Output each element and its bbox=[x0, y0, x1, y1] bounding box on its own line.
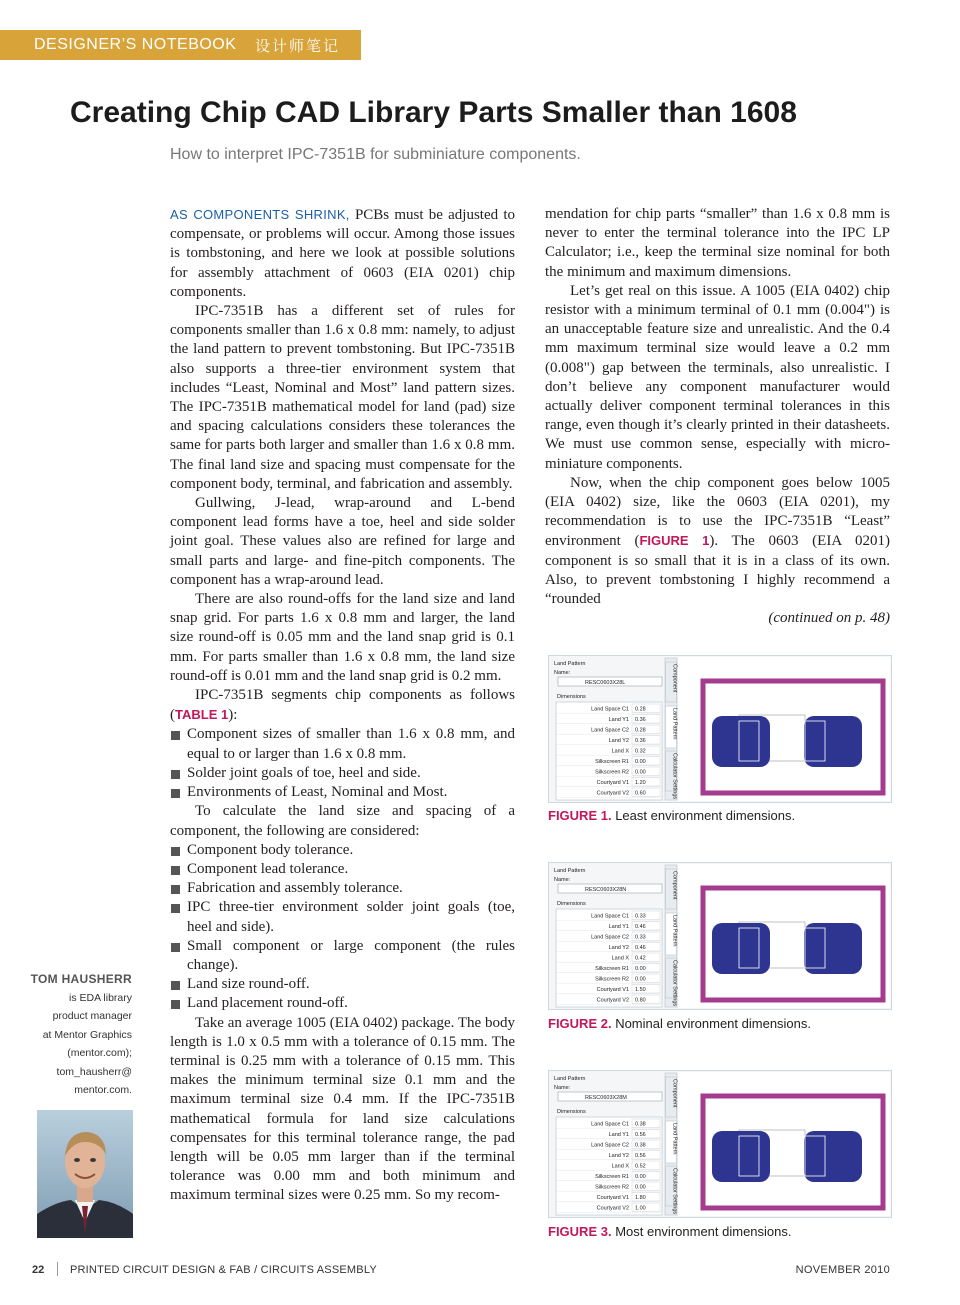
paragraph: IPC-7351B has a different set of rules for components smaller than 1.6 x 0.8 mm: namely, to adjust the land pattern to prevent tombstoning. But IPC-7351B also supports a three-tier environment system that includes “Least, Nominal and Most” land pattern sizes. The IPC-7351B mathematical model for land (pad) size and spacing calculations considers these tolerances the same for parts both larger and smaller than 1.6 x 0.8 mm. The final land size and spacing must compensate for the component body, terminal, and fabrication and assembly. bbox=[170, 303, 515, 492]
dimension-value: 0.46 bbox=[635, 924, 646, 930]
tab-label: Calculator Settings bbox=[671, 753, 678, 800]
dimension-label: Silkscreen R1 bbox=[595, 759, 629, 765]
land-pattern-panel bbox=[549, 863, 891, 1009]
dimension-value: 0.42 bbox=[635, 955, 646, 962]
land-pad bbox=[804, 1131, 862, 1182]
land-pattern-panel bbox=[549, 1071, 891, 1217]
table-reference-link[interactable]: TABLE 1 bbox=[175, 707, 229, 723]
land-pattern-panel bbox=[549, 656, 891, 802]
tab-label: Component bbox=[671, 1079, 678, 1108]
panel-title: Land Pattern bbox=[554, 1076, 586, 1082]
dimension-value: 0.52 bbox=[635, 1163, 646, 1170]
paragraph: Take an average 1005 (EIA 0402) package. The body length is 1.0 x 0.5 mm with a tolerance of 0.15 mm. The terminal is 0.25 mm with a tolerance of 0.15 mm. This makes the minimum terminal size 0.1 mm and the maximum terminal size 0.4 mm. If the IPC-7351B mathematical formula for land size calculations compensates for this terminal tolerance range, the pad length will be 0.05 mm larger than if the terminal tolerance was 0.00 mm and both minimum and maximum terminal sizes were 0.25 mm. So my recom- bbox=[170, 1014, 515, 1204]
dimensions-label: Dimensions bbox=[557, 694, 586, 700]
dimension-label: Courtyard V1 bbox=[596, 780, 629, 786]
paragraph: Let’s get real on this issue. A 1005 (EIA 0402) chip resistor with a minimum terminal of 0.1 mm (0.004") is an unacceptable feature size and unrealistic. And the 0.4 mm maximum terminal size would leave a 0.2 mm (0.008") gap between the terminals, also unrealistic. I don’t believe any component manufacturer would actually deliver component terminal tolerances in this range, even though it’s clearly printed in their datasheets. We must use common sense, especially with micro-miniature components. bbox=[545, 282, 890, 472]
figure-1-screenshot bbox=[548, 655, 892, 803]
list-item: Land placement round-off. bbox=[170, 994, 515, 1013]
dimension-value: 0.28 bbox=[635, 706, 646, 713]
dimension-value: 0.00 bbox=[635, 966, 646, 972]
tab-label: Land Pattern bbox=[671, 1123, 678, 1155]
paragraph: mendation for chip parts “smaller” than 1.6 x 0.8 mm is never to enter the terminal tolerance into the IPC LP Calculator; i.e., keep the terminal size nominal for both the minimum and maximum dimensions. bbox=[545, 206, 890, 280]
dimension-label: Land Space C2 bbox=[591, 934, 629, 941]
dimension-label: Land X bbox=[611, 748, 629, 755]
dimension-value: 0.32 bbox=[635, 748, 646, 755]
bio-line: is EDA library bbox=[68, 991, 132, 1004]
figure-reference-link[interactable]: FIGURE 1 bbox=[639, 533, 710, 549]
tab-label: Calculator Settings bbox=[671, 960, 678, 1007]
figure-3-screenshot bbox=[548, 1070, 892, 1218]
name-label: Name: bbox=[554, 1085, 571, 1091]
dimension-value: 1.80 bbox=[635, 1195, 646, 1201]
page-number: 22 bbox=[32, 1264, 45, 1276]
dimension-label: Courtyard V1 bbox=[596, 1195, 629, 1201]
land-pad bbox=[712, 1131, 770, 1182]
dimension-value: 0.00 bbox=[635, 1184, 646, 1191]
name-value: RESC0603X28N bbox=[585, 887, 627, 893]
panel-title: Land Pattern bbox=[554, 661, 586, 667]
dimension-value: 0.36 bbox=[635, 738, 646, 744]
dimension-value: 0.80 bbox=[635, 997, 646, 1004]
dimension-value: 0.28 bbox=[635, 727, 646, 734]
list-item: Land size round-off. bbox=[170, 975, 515, 994]
dimension-label: Land Y1 bbox=[608, 924, 629, 930]
dimension-value: 0.56 bbox=[635, 1132, 646, 1138]
dimension-value: 0.56 bbox=[635, 1153, 646, 1159]
page-title: Creating Chip CAD Library Parts Smaller than 1608 bbox=[70, 96, 797, 129]
dimension-value: 1.50 bbox=[635, 987, 646, 993]
dimension-label: Land X bbox=[611, 1163, 629, 1170]
list-item: Small component or large component (the rules change). bbox=[170, 937, 515, 975]
list-item: Environments of Least, Nominal and Most. bbox=[170, 783, 515, 802]
list-item: Component lead tolerance. bbox=[170, 860, 515, 879]
land-pad bbox=[804, 923, 862, 974]
dimension-value: 0.33 bbox=[635, 913, 646, 920]
dimension-label: Land X bbox=[611, 955, 629, 962]
dimension-label: Land Y2 bbox=[608, 1153, 629, 1159]
paragraph: To calculate the land size and spacing of a component, the following are considered: bbox=[170, 803, 515, 839]
name-label: Name: bbox=[554, 670, 571, 676]
name-label: Name: bbox=[554, 877, 571, 883]
author-photo bbox=[37, 1110, 133, 1238]
bio-line: at Mentor Graphics bbox=[42, 1028, 132, 1041]
dimension-value: 0.60 bbox=[635, 790, 646, 797]
figure-2-caption: FIGURE 2. Nominal environment dimensions. bbox=[548, 1016, 812, 1031]
dimension-label: Land Y1 bbox=[608, 717, 629, 723]
dimension-value: 0.38 bbox=[635, 1142, 646, 1149]
tab-label: Land Pattern bbox=[671, 915, 678, 947]
figure-3-caption: FIGURE 3. Most environment dimensions. bbox=[548, 1224, 792, 1239]
author-name: TOM HAUSHERR bbox=[30, 972, 132, 986]
paragraph: IPC-7351B segments chip components as follows (TABLE 1): bbox=[170, 687, 515, 724]
dimensions-label: Dimensions bbox=[557, 901, 586, 907]
land-pad bbox=[712, 923, 770, 974]
list-item: Fabrication and assembly tolerance. bbox=[170, 879, 515, 898]
land-pad bbox=[804, 716, 862, 767]
dimension-label: Silkscreen R1 bbox=[595, 1174, 629, 1180]
page-subtitle: How to interpret IPC-7351B for subminiature components. bbox=[170, 146, 581, 163]
bio-line: product manager bbox=[52, 1010, 132, 1022]
dimension-label: Land Y1 bbox=[608, 1132, 629, 1138]
paragraph: Gullwing, J-lead, wrap-around and L-bend component lead forms have a toe, heel and side solder joint goal. These values also are refined for large and small parts and large- and fine-pitch components. The component has a wrap-around lead. bbox=[170, 495, 515, 588]
paragraph: Now, when the chip component goes below 1005 (EIA 0402) size, like the 0603 (EIA 0201), my recommendation is to use the IPC-7351B “Least” environment (FIGURE 1). The 0603 (EIA 0201) component is so small that it is in a class of its own. Also, to prevent tombstoning I highly recommend a “rounded bbox=[545, 474, 890, 608]
paragraph: AS COMPONENTS SHRINK, PCBs must be adjusted to compensate, or problems will occur. Among those issues is tombstoning, and here we look at possible solutions for assembly attachment of 0603 (EIA 0201) chip components. bbox=[170, 207, 515, 300]
issue-date: NOVEMBER 2010 bbox=[795, 1264, 890, 1276]
article-column-1 bbox=[170, 205, 515, 1206]
dimension-label: Land Y2 bbox=[608, 738, 629, 744]
dimension-label: Land Space C1 bbox=[591, 1121, 629, 1128]
tab-label: Calculator Settings bbox=[671, 1168, 678, 1215]
dimension-value: 0.46 bbox=[635, 945, 646, 951]
dimension-value: 1.00 bbox=[635, 1205, 646, 1212]
name-value: RESC0603X28M bbox=[585, 1095, 627, 1101]
figure-2-screenshot bbox=[548, 862, 892, 1010]
name-value: RESC0603X28L bbox=[585, 680, 626, 686]
dimension-label: Silkscreen R1 bbox=[595, 966, 629, 972]
section-header-band bbox=[0, 30, 361, 60]
paragraph: There are also round-offs for the land size and land snap grid. For parts 1.6 x 0.8 mm and larger, the land size round-off is 0.05 mm and the land snap grid is 0.1 mm. For parts smaller than 1.6 x 0.8 mm, the land size round-off is 0.01 mm and the land snap grid is 0.2 mm. bbox=[170, 591, 515, 684]
tab-label: Component bbox=[671, 871, 678, 900]
tab-label: Land Pattern bbox=[671, 708, 678, 740]
author-bio bbox=[20, 970, 132, 1100]
dimension-label: Silkscreen R2 bbox=[595, 1184, 629, 1191]
dimension-label: Silkscreen R2 bbox=[595, 976, 629, 983]
dimension-label: Land Space C2 bbox=[591, 727, 629, 734]
section-label-cn: 设计师笔记 bbox=[255, 36, 341, 55]
article-column-2 bbox=[545, 205, 890, 628]
dimension-label: Courtyard V2 bbox=[596, 997, 629, 1004]
bio-line: (mentor.com); bbox=[67, 1047, 132, 1059]
dimension-value: 0.00 bbox=[635, 976, 646, 983]
tab-label: Component bbox=[671, 664, 678, 693]
dimension-value: 0.00 bbox=[635, 769, 646, 776]
dimension-label: Land Space C1 bbox=[591, 706, 629, 713]
dimension-label: Land Space C2 bbox=[591, 1142, 629, 1149]
dimension-label: Courtyard V2 bbox=[596, 1205, 629, 1212]
bullet-list bbox=[170, 725, 515, 802]
bullet-list bbox=[170, 841, 515, 1014]
lead-in: AS COMPONENTS SHRINK, bbox=[170, 207, 350, 222]
list-item: IPC three-tier environment solder joint goals (toe, heel and side). bbox=[170, 898, 515, 936]
list-item: Solder joint goals of toe, heel and side. bbox=[170, 764, 515, 783]
list-item: Component sizes of smaller than 1.6 x 0.8 mm, and equal to or larger than 1.6 x 0.8 mm. bbox=[170, 725, 515, 763]
dimension-value: 1.20 bbox=[635, 780, 646, 786]
publication-name: PRINTED CIRCUIT DESIGN & FAB / CIRCUITS ASSEMBLY bbox=[70, 1264, 377, 1276]
figure-1-caption: FIGURE 1. Least environment dimensions. bbox=[548, 808, 796, 823]
dimension-label: Courtyard V1 bbox=[596, 987, 629, 993]
section-label-en: DESIGNER’S NOTEBOOK bbox=[34, 36, 237, 53]
land-pad bbox=[712, 716, 770, 767]
dimension-value: 0.33 bbox=[635, 934, 646, 941]
dimension-label: Land Space C1 bbox=[591, 913, 629, 920]
list-item: Component body tolerance. bbox=[170, 841, 515, 860]
dimensions-label: Dimensions bbox=[557, 1109, 586, 1115]
author-email-domain[interactable]: mentor.com. bbox=[74, 1084, 132, 1096]
footer-divider bbox=[57, 1262, 58, 1276]
continued-note: (continued on p. 48) bbox=[768, 610, 890, 627]
dimension-value: 0.38 bbox=[635, 1121, 646, 1128]
panel-title: Land Pattern bbox=[554, 868, 586, 874]
dimension-value: 0.00 bbox=[635, 759, 646, 765]
dimension-value: 0.36 bbox=[635, 717, 646, 723]
dimension-label: Courtyard V2 bbox=[596, 790, 629, 797]
author-email[interactable]: tom_hausherr@ bbox=[56, 1065, 132, 1078]
dimension-label: Land Y2 bbox=[608, 945, 629, 951]
dimension-label: Silkscreen R2 bbox=[595, 769, 629, 776]
dimension-value: 0.00 bbox=[635, 1174, 646, 1180]
